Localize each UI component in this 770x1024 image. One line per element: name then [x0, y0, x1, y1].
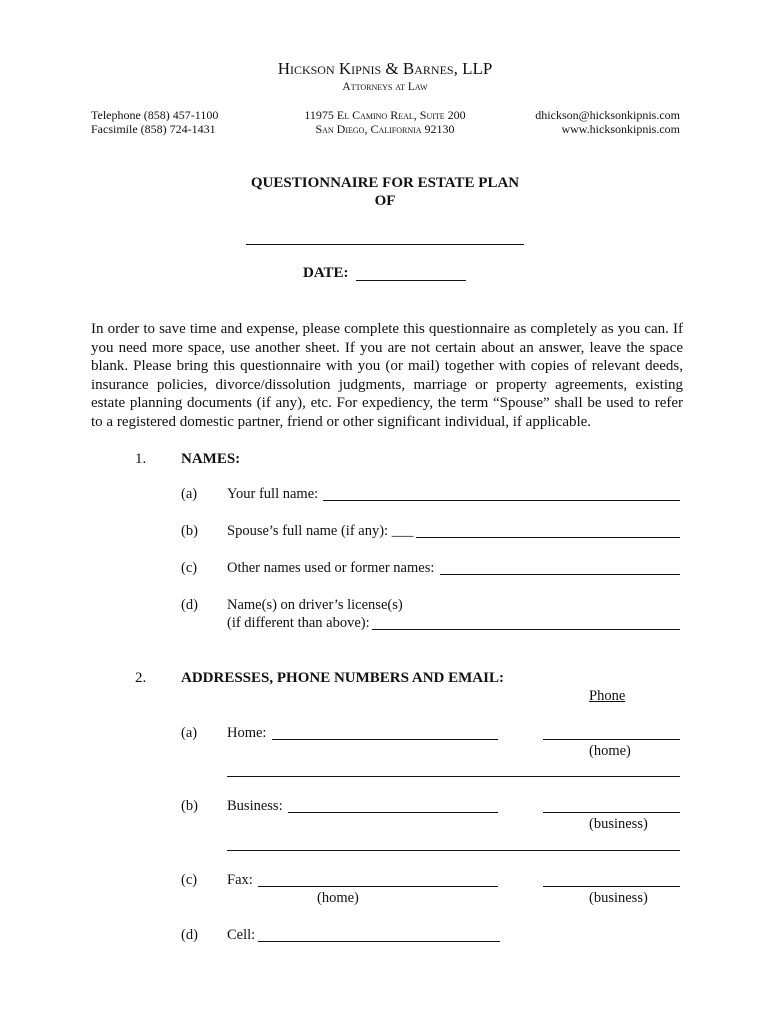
- document-title-of: OF: [374, 193, 396, 209]
- website-link[interactable]: www.hicksonkipnis.com: [561, 122, 680, 136]
- cell-label: Cell:: [227, 927, 256, 943]
- drivers-license-field[interactable]: [372, 611, 680, 630]
- spouse-full-name-field[interactable]: [416, 519, 680, 538]
- cell-phone-field[interactable]: [258, 923, 500, 942]
- fax-label: Fax:: [227, 872, 253, 888]
- item-letter: (d): [181, 597, 198, 613]
- item-letter: (b): [181, 523, 198, 539]
- business-phone-field[interactable]: [543, 794, 680, 813]
- business-fax-caption: (business): [589, 890, 648, 906]
- firm-name: Hickson Kipnis & Barnes, LLP: [277, 59, 493, 78]
- other-names-label: Other names used or former names:: [227, 560, 435, 576]
- section-2-heading: ADDRESSES, PHONE NUMBERS AND EMAIL:: [181, 670, 504, 686]
- document-title: QUESTIONNAIRE FOR ESTATE PLAN: [250, 175, 520, 191]
- address-line-2: San Diego, California 92130: [315, 122, 455, 136]
- telephone: Telephone (858) 457-1100: [91, 108, 219, 122]
- intro-paragraph: In order to save time and expense, please complete this questionnaire as completely as you can. If you need more space, use another sheet. If you are not certain about an answer, leave the space blank. Please bring this questionnaire with you (or mail) together with copies of relevant deeds, insurance policies, divorce/dissolution judgments, marriage or property agreements, existing estate planning documents (if any), etc. For expediency, the term “Spouse” shall be used to refer to a registered domestic partner, friend or other significant individual, if applicable.: [91, 321, 683, 430]
- business-address-label: Business:: [227, 798, 283, 814]
- section-2-number: 2.: [135, 670, 147, 686]
- firm-subtitle: Attorneys at Law: [342, 81, 428, 93]
- address-line-1: 11975 El Camino Real, Suite 200: [304, 108, 466, 122]
- item-letter: (c): [181, 872, 198, 888]
- your-full-name-label: Your full name:: [227, 486, 319, 502]
- home-fax-caption: (home): [317, 890, 359, 906]
- phone-column-header: Phone: [589, 688, 626, 704]
- home-address-line-2[interactable]: [227, 758, 680, 777]
- home-phone-field[interactable]: [543, 721, 680, 740]
- home-address-field[interactable]: [272, 721, 498, 740]
- item-letter: (c): [181, 560, 198, 576]
- your-full-name-field[interactable]: [323, 482, 680, 501]
- business-phone-caption: (business): [589, 816, 648, 832]
- business-address-line-2[interactable]: [227, 832, 680, 851]
- section-1-number: 1.: [135, 451, 147, 467]
- item-letter: (a): [181, 725, 198, 741]
- facsimile: Facsimile (858) 724-1431: [91, 122, 216, 136]
- date-field[interactable]: [356, 262, 466, 281]
- home-address-label: Home:: [227, 725, 267, 741]
- section-1-heading: NAMES:: [181, 451, 241, 467]
- item-letter: (b): [181, 798, 198, 814]
- drivers-license-label-2: (if different than above):: [227, 615, 370, 631]
- business-address-field[interactable]: [288, 794, 498, 813]
- item-letter: (d): [181, 927, 198, 943]
- client-name-field[interactable]: [246, 226, 524, 245]
- business-fax-field[interactable]: [543, 868, 680, 887]
- date-label: DATE:: [303, 265, 349, 281]
- spouse-full-name-label: Spouse’s full name (if any): ___: [227, 523, 414, 539]
- item-letter: (a): [181, 486, 198, 502]
- home-fax-field[interactable]: [258, 868, 498, 887]
- email-link[interactable]: dhickson@hicksonkipnis.com: [535, 108, 680, 122]
- other-names-field[interactable]: [440, 556, 680, 575]
- drivers-license-label: Name(s) on driver’s license(s): [227, 597, 403, 613]
- home-phone-caption: (home): [589, 743, 631, 759]
